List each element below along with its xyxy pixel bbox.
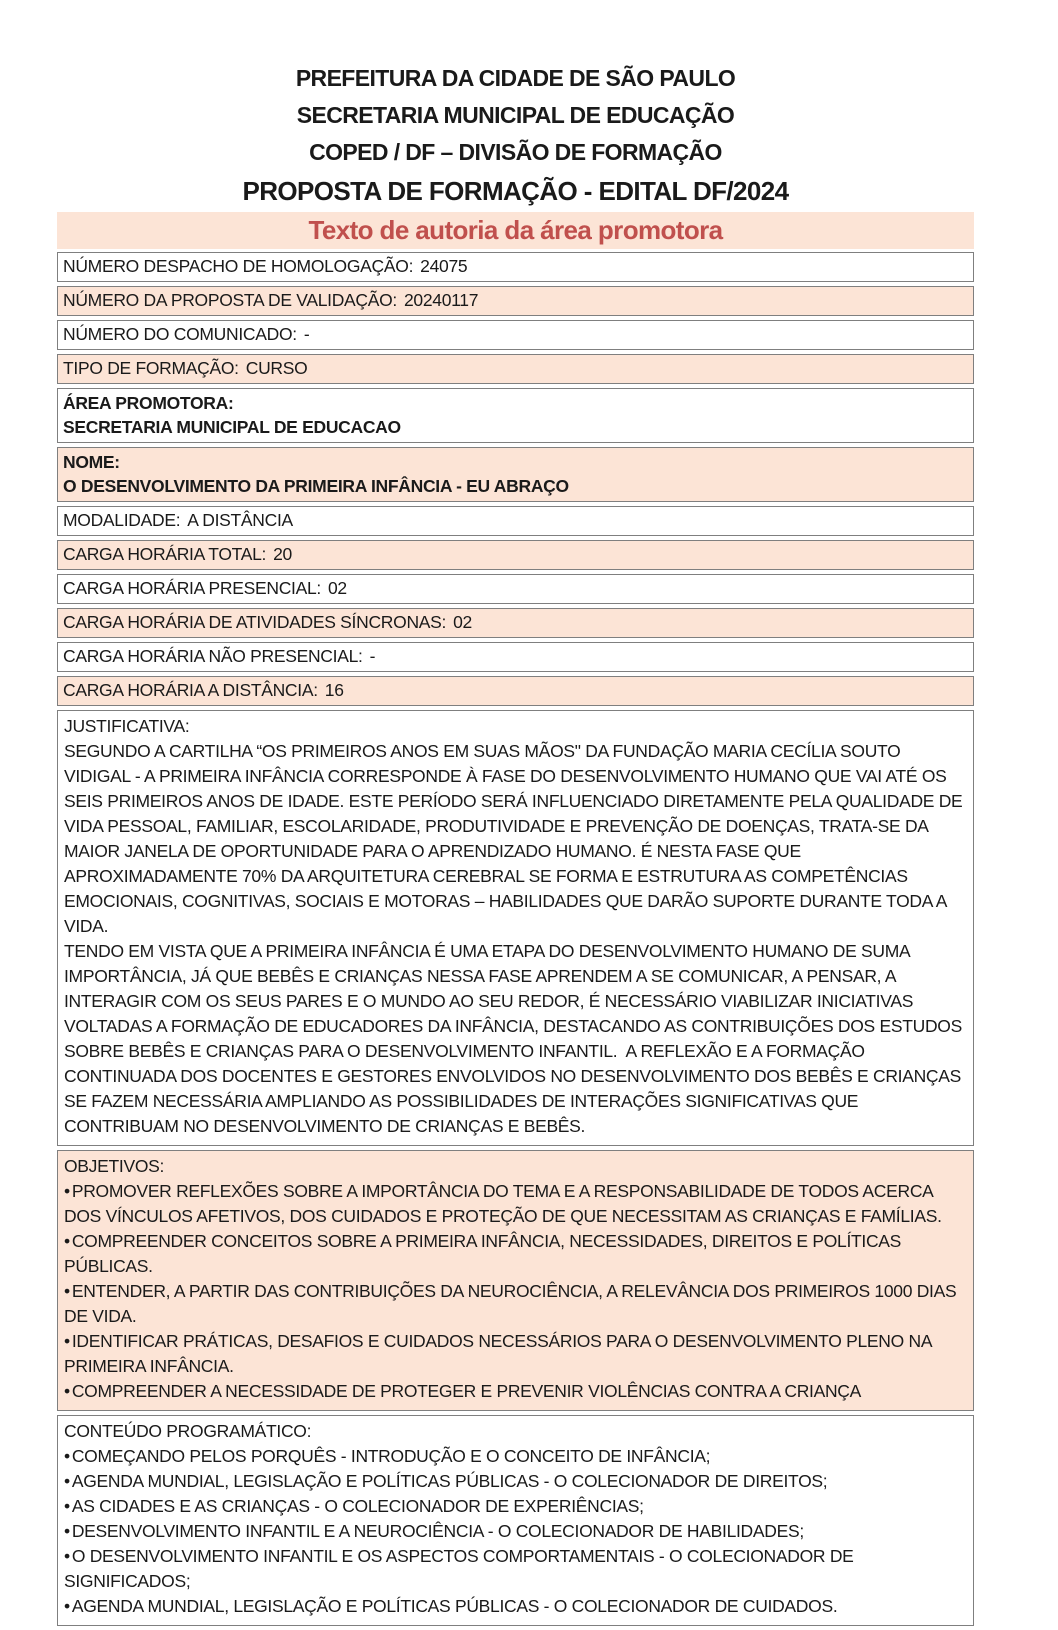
field-row-modalidade xyxy=(57,506,974,536)
list-item: • O DESENVOLVIMENTO INFANTIL E OS ASPECTOS COMPORTAMENTAIS - O COLECIONADOR DE SIGNIFICADOS; xyxy=(64,1544,967,1594)
section-justificativa xyxy=(57,710,974,1146)
field-value: 16 xyxy=(324,680,344,700)
field-label: ÁREA PROMOTORA: xyxy=(63,393,234,413)
field-value: - xyxy=(369,646,376,666)
list-item: • AS CIDADES E AS CRIANÇAS - O COLECIONADOR DE EXPERIÊNCIAS; xyxy=(64,1494,967,1519)
justificativa-paragraph: TENDO EM VISTA QUE A PRIMEIRA INFÂNCIA É UMA ETAPA DO DESENVOLVIMENTO HUMANO DE SUMA IMPORTÂNCIA, JÁ QUE BEBÊS E CRIANÇAS NESSA FASE APRENDEM A SE COMUNICAR, A PENSAR, A INTERAGIR COM OS SEUS PARES E O MUNDO AO SEU REDOR, É NECESSÁRIO VIABILIZAR INICIATIVAS VOLTADAS A FORMAÇÃO DE EDUCADORES DA INFÂNCIA, DESTACANDO AS CONTRIBUIÇÕES DOS ESTUDOS SOBRE BEBÊS E CRIANÇAS PARA O DESENVOLVIMENTO INFANTIL. A REFLEXÃO E A FORMAÇÃO CONTINUADA DOS DOCENTES E GESTORES ENVOLVIDOS NO DESENVOLVIMENTO DOS BEBÊS E CRIANÇAS SE FAZEM NECESSÁRIA AMPLIANDO AS POSSIBILIDADES DE INTERAÇÕES SIGNIFICATIVAS QUE CONTRIBUAM NO DESENVOLVIMENTO DE CRIANÇAS E BEBÊS. xyxy=(64,941,967,1136)
list-item: • IDENTIFICAR PRÁTICAS, DESAFIOS E CUIDADOS NECESSÁRIOS PARA O DESENVOLVIMENTO PLENO NA PRIMEIRA INFÂNCIA. xyxy=(64,1329,967,1379)
field-label: MODALIDADE: xyxy=(63,510,181,530)
section-heading: CONTEÚDO PROGRAMÁTICO: xyxy=(64,1421,312,1441)
field-label: NOME: xyxy=(63,452,120,472)
document-header xyxy=(57,60,974,212)
list-item: • COMPREENDER CONCEITOS SOBRE A PRIMEIRA INFÂNCIA, NECESSIDADES, DIREITOS E POLÍTICAS PÚBLICAS. xyxy=(64,1229,967,1279)
field-value: O DESENVOLVIMENTO DA PRIMEIRA INFÂNCIA - EU ABRAÇO xyxy=(63,476,569,496)
field-row-carga-total xyxy=(57,540,974,570)
list-item: • AGENDA MUNDIAL, LEGISLAÇÃO E POLÍTICAS PÚBLICAS - O COLECIONADOR DE CUIDADOS. xyxy=(64,1594,967,1619)
field-row-nome xyxy=(57,447,974,502)
field-row-numero-proposta xyxy=(57,286,974,316)
list-item: • COMEÇANDO PELOS PORQUÊS - INTRODUÇÃO E O CONCEITO DE INFÂNCIA; xyxy=(64,1444,967,1469)
field-label: CARGA HORÁRIA NÃO PRESENCIAL: xyxy=(63,646,363,666)
field-row-area-promotora xyxy=(57,388,974,443)
list-item: • AGENDA MUNDIAL, LEGISLAÇÃO E POLÍTICAS PÚBLICAS - O COLECIONADOR DE DIREITOS; xyxy=(64,1469,967,1494)
section-heading: JUSTIFICATIVA: xyxy=(64,716,190,736)
field-row-tipo-formacao xyxy=(57,354,974,384)
list-item: • PROMOVER REFLEXÕES SOBRE A IMPORTÂNCIA DO TEMA E A RESPONSABILIDADE DE TODOS ACERCA DOS VÍNCULOS AFETIVOS, DOS CUIDADOS E PROTEÇÃO DE QUE NECESSITAM AS CRIANÇAS E FAMÍLIAS. xyxy=(64,1179,967,1229)
field-label: CARGA HORÁRIA TOTAL: xyxy=(63,544,267,564)
field-label: CARGA HORÁRIA DE ATIVIDADES SÍNCRONAS: xyxy=(63,612,447,632)
list-item: • ENTENDER, A PARTIR DAS CONTRIBUIÇÕES DA NEUROCIÊNCIA, A RELEVÂNCIA DOS PRIMEIROS 1000 DIAS DE VIDA. xyxy=(64,1279,967,1329)
section-heading: OBJETIVOS: xyxy=(64,1156,165,1176)
conteudo-list xyxy=(64,1444,967,1619)
field-label: TIPO DE FORMAÇÃO: xyxy=(63,358,239,378)
field-label: NÚMERO DA PROPOSTA DE VALIDAÇÃO: xyxy=(63,290,397,310)
authorship-banner xyxy=(57,212,974,249)
field-row-numero-comunicado xyxy=(57,320,974,350)
field-value: 02 xyxy=(453,612,472,632)
header-line-secretaria: SECRETARIA MUNICIPAL DE EDUCAÇÃO xyxy=(296,102,735,128)
document-page xyxy=(57,60,974,1630)
field-row-carga-nao-presencial xyxy=(57,642,974,672)
field-value: SECRETARIA MUNICIPAL DE EDUCACAO xyxy=(63,417,401,437)
field-row-carga-sincronas xyxy=(57,608,974,638)
objetivos-list xyxy=(64,1179,967,1404)
field-value: A DISTÂNCIA xyxy=(187,510,293,530)
field-label: NÚMERO DO COMUNICADO: xyxy=(63,324,297,344)
authorship-banner-text: Texto de autoria da área promotora xyxy=(308,215,723,245)
field-value: - xyxy=(303,324,310,344)
list-item: • COMPREENDER A NECESSIDADE DE PROTEGER E PREVENIR VIOLÊNCIAS CONTRA A CRIANÇA xyxy=(64,1379,967,1404)
section-conteudo-programatico xyxy=(57,1415,974,1626)
field-value: 20 xyxy=(273,544,292,564)
justificativa-paragraph: SEGUNDO A CARTILHA “OS PRIMEIROS ANOS EM SUAS MÃOS" DA FUNDAÇÃO MARIA CECÍLIA SOUTO VIDIGAL - A PRIMEIRA INFÂNCIA CORRESPONDE À FASE DO DESENVOLVIMENTO HUMANO QUE VAI ATÉ OS SEIS PRIMEIROS ANOS DE IDADE. ESTE PERÍODO SERÁ INFLUENCIADO DIRETAMENTE PELA QUALIDADE DE VIDA PESSOAL, FAMILIAR, ESCOLARIDADE, PRODUTIVIDADE E PREVENÇÃO DE DOENÇAS, TRATA-SE DA MAIOR JANELA DE OPORTUNIDADE PARA O APRENDIZADO HUMANO. É NESTA FASE QUE APROXIMADAMENTE 70% DA ARQUITETURA CEREBRAL SE FORMA E ESTRUTURA AS COMPETÊNCIAS EMOCIONAIS, COGNITIVAS, SOCIAIS E MOTORAS – HABILIDADES QUE DARÃO SUPORTE DURANTE TODA A VIDA. xyxy=(64,741,967,936)
field-label: CARGA HORÁRIA PRESENCIAL: xyxy=(63,578,321,598)
field-value: 02 xyxy=(328,578,347,598)
field-value: CURSO xyxy=(245,358,308,378)
field-label: CARGA HORÁRIA A DISTÂNCIA: xyxy=(63,680,318,700)
field-row-carga-distancia xyxy=(57,676,974,706)
field-row-numero-despacho xyxy=(57,252,974,282)
field-row-carga-presencial xyxy=(57,574,974,604)
field-label: NÚMERO DESPACHO DE HOMOLOGAÇÃO: xyxy=(63,256,414,276)
page-title: PROPOSTA DE FORMAÇÃO - EDITAL DF/2024 xyxy=(242,176,789,206)
header-line-prefeitura: PREFEITURA DA CIDADE DE SÃO PAULO xyxy=(295,65,736,91)
field-value: 24075 xyxy=(420,256,468,276)
header-line-coped: COPED / DF – DIVISÃO DE FORMAÇÃO xyxy=(309,139,722,165)
section-objetivos xyxy=(57,1150,974,1411)
field-value: 20240117 xyxy=(404,290,479,310)
list-item: • DESENVOLVIMENTO INFANTIL E A NEUROCIÊNCIA - O COLECIONADOR DE HABILIDADES; xyxy=(64,1519,967,1544)
